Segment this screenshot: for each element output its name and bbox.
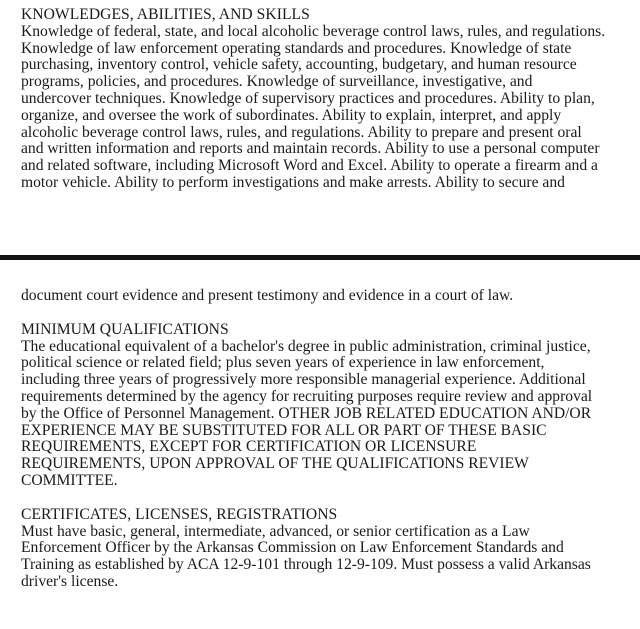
min-qual-line: EXPERIENCE MAY BE SUBSTITUTED FOR ALL OR PART OF THESE BASIC (21, 421, 547, 439)
kas-line: and related software, including Microsoft Word and Excel. Ability to operate a firearm and a (21, 157, 598, 175)
page-bottom (0, 260, 640, 629)
min-qual-line: political science or related field; plus seven years of experience in law enforcement, (21, 354, 545, 372)
min-qual-line: The educational equivalent of a bachelor's degree in public administration, criminal justice, (21, 337, 591, 355)
certs-line: driver's license. (21, 572, 119, 590)
page-top (0, 0, 640, 252)
min-qual-line: requirements determined by the agency for recruiting purposes require review and approval (21, 387, 593, 405)
continuation-text (21, 288, 634, 305)
kas-line: and written information and reports and maintain records. Ability to use a personal computer (21, 140, 600, 158)
kas-line: motor vehicle. Ability to perform investigations and make arrests. Ability to secure and (21, 173, 565, 191)
kas-line: alcoholic beverage control laws, rules, and regulations. Ability to prepare and present oral (21, 123, 582, 141)
kas-heading: KNOWLEDGES, ABILITIES, AND SKILLS (21, 6, 310, 23)
min-qual-line: including three years of progressively more responsible managerial experience. Additional (21, 371, 586, 389)
certs-heading: CERTIFICATES, LICENSES, REGISTRATIONS (21, 505, 338, 523)
kas-line: programs, policies, and procedures. Knowledge of surveillance, investigative, and (21, 73, 533, 91)
min-qual-line: COMMITTEE. (21, 471, 118, 489)
continuation-line: document court evidence and present testimony and evidence in a court of law. (21, 287, 514, 304)
kas-line: undercover techniques. Knowledge of supervisory practices and procedures. Ability to plan, (21, 89, 595, 107)
min-qual-line: REQUIREMENTS, EXCEPT FOR CERTIFICATION OR LICENSURE (21, 438, 477, 456)
certs-line: Must have basic, general, intermediate, advanced, or senior certification as a Law (21, 522, 530, 540)
min-qual-paragraph (21, 339, 634, 490)
kas-line: Knowledge of federal, state, and local alcoholic beverage control laws, rules, and regulations. (21, 22, 606, 40)
kas-line: Knowledge of law enforcement operating standards and procedures. Knowledge of state (21, 39, 572, 57)
min-qual-line: REQUIREMENTS, UPON APPROVAL OF THE QUALIFICATIONS REVIEW (21, 455, 529, 473)
certs-paragraph (21, 524, 634, 591)
certs-line: Training as established by ACA 12-9-101 through 12-9-109. Must possess a valid Arkansas (21, 556, 591, 574)
kas-line: purchasing, inventory control, vehicle safety, accounting, budgetary, and human resource (21, 56, 577, 74)
certs-line: Enforcement Officer by the Arkansas Commission on Law Enforcement Standards and (21, 539, 564, 557)
min-qual-line: by the Office of Personnel Management. OTHER JOB RELATED EDUCATION AND/OR (21, 404, 592, 422)
kas-line: organize, and oversee the work of subordinates. Ability to explain, interpret, and apply (21, 106, 562, 124)
kas-paragraph (21, 24, 634, 192)
min-qual-heading: MINIMUM QUALIFICATIONS (21, 320, 229, 338)
